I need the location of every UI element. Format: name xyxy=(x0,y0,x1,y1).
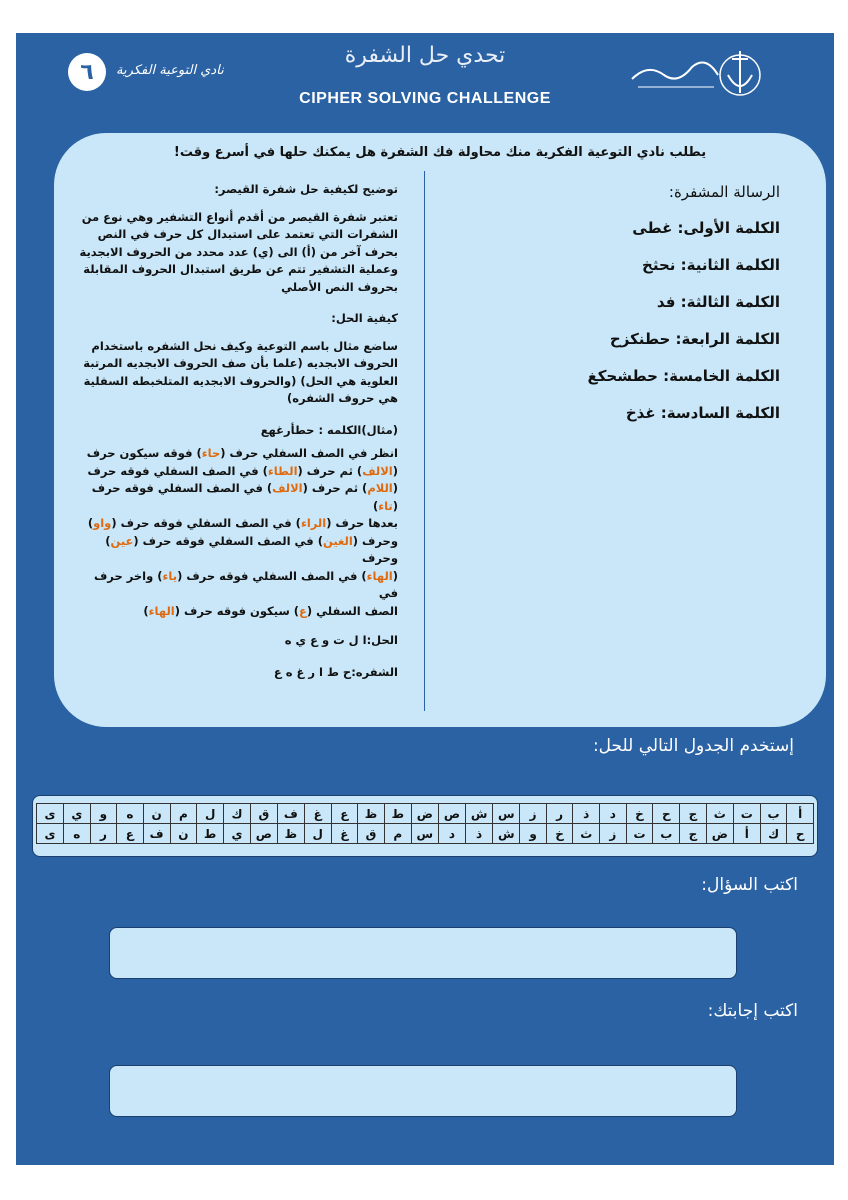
cipher-letter-cell: ص xyxy=(250,824,277,844)
example-text: ( xyxy=(392,481,398,495)
highlighted-letter: الهاء xyxy=(148,603,175,618)
title-arabic: تحدي حل الشفرة xyxy=(344,43,506,68)
cipher-letter-cell: ذ xyxy=(466,824,493,844)
example-text: ) ثم حرف ( xyxy=(302,481,368,495)
cipher-line: الشفره:ح ط ا ر غ ه ع xyxy=(273,664,398,679)
plain-letter-cell: ط xyxy=(384,804,411,824)
example-text: ) ثم حرف ( xyxy=(297,463,363,478)
cipher-word-1: الكلمة الأولى: غطى xyxy=(632,219,780,237)
club-logo-icon: ٦ xyxy=(68,53,106,91)
university-logo-icon xyxy=(628,45,768,101)
example-text: ) في الصف السفلي فوقه حرف ( xyxy=(133,533,323,548)
cipher-letter-cell: و xyxy=(520,824,546,844)
highlighted-letter: واو xyxy=(93,516,112,530)
example-text: وحرف ( xyxy=(352,533,398,548)
example-text: ) واخر حرف في xyxy=(93,568,398,600)
plain-letter-cell: ل xyxy=(197,804,224,824)
highlighted-letter: الالف xyxy=(362,463,393,478)
plain-letter-cell: ث xyxy=(706,804,733,824)
plain-letter-cell: ذ xyxy=(573,804,600,824)
cipher-letters-row xyxy=(37,824,814,844)
how-to-solve-body: ساضع مثال باسم التوعية وكيف نحل الشفره باستخدام الحروف الابجديه (علما بأن صف الحروف الابجديه المرتبة العلوية هي الحل) (والحروف الابجديه المتلخبطه السفلية هي حروف الشفره) xyxy=(83,338,398,405)
cipher-letter-cell: د xyxy=(438,824,465,844)
cipher-letter-cell: ح xyxy=(787,824,814,844)
plain-letter-cell: ع xyxy=(331,804,358,824)
example-text: ) في الصف السفلي فوقه حرف ( xyxy=(177,568,367,583)
cipher-letter-cell: م xyxy=(384,824,411,844)
cipher-letter-cell: س xyxy=(411,824,438,844)
answer-input[interactable] xyxy=(109,1065,737,1117)
plain-letter-cell: ب xyxy=(760,804,787,824)
example-text: ) xyxy=(372,498,379,513)
plain-letter-cell: س xyxy=(493,804,520,824)
plain-letter-cell: ش xyxy=(466,804,493,824)
column-divider xyxy=(424,171,425,711)
encrypted-message-heading: الرسالة المشفرة: xyxy=(668,183,780,201)
club-name: نادي التوعية الفكرية xyxy=(116,63,224,78)
plain-letter-cell: ض xyxy=(411,804,438,824)
cipher-table xyxy=(32,795,818,857)
cipher-letter-cell: ى xyxy=(37,824,64,844)
title-english: CIPHER SOLVING CHALLENGE xyxy=(299,90,551,107)
cipher-letter-cell: ب xyxy=(653,824,680,844)
example-text: ) في الصف السفلي فوقه حرف ( xyxy=(111,516,301,530)
question-input[interactable] xyxy=(109,927,737,979)
solution-line: الحل:ا ل ت و ع ي ه xyxy=(284,633,398,647)
example-text: ) وحرف xyxy=(105,533,398,565)
plain-letter-cell: ر xyxy=(546,804,573,824)
plain-letter-cell: ح xyxy=(653,804,680,824)
plain-letter-cell: د xyxy=(600,804,626,824)
highlighted-letter: الالف xyxy=(272,481,303,495)
example-text: الصف السفلي ( xyxy=(306,603,398,618)
cipher-letter-cell: ز xyxy=(600,824,626,844)
example-text: ( xyxy=(392,463,398,478)
example-text: بعدها حرف ( xyxy=(326,516,398,530)
cipher-word-5: الكلمة الخامسة: حطشحكغ xyxy=(587,367,780,385)
highlighted-letter: عين xyxy=(110,533,134,548)
poster xyxy=(16,33,834,1165)
highlighted-letter: حاء xyxy=(201,446,221,460)
plain-letter-cell: ك xyxy=(224,804,251,824)
plain-letter-cell: ق xyxy=(250,804,277,824)
cipher-letter-cell: ن xyxy=(170,824,197,844)
highlighted-letter: ياء xyxy=(162,568,178,583)
highlighted-letter: الهاء xyxy=(366,568,393,583)
plain-letter-cell: غ xyxy=(304,804,331,824)
cipher-letter-cell: خ xyxy=(546,824,573,844)
example-walkthrough xyxy=(78,445,398,620)
cipher-letter-cell: ف xyxy=(143,824,170,844)
cipher-letter-cell: ش xyxy=(493,824,520,844)
plain-letter-cell: ز xyxy=(520,804,546,824)
highlighted-letter: اللام xyxy=(367,481,393,495)
cipher-letter-cell: ج xyxy=(680,824,707,844)
cipher-word-4: الكلمة الرابعة: حطنكزح xyxy=(609,330,780,348)
cipher-letter-cell: ض xyxy=(706,824,733,844)
cipher-letter-cell: ل xyxy=(304,824,331,844)
plain-letter-cell: و xyxy=(90,804,116,824)
highlighted-letter: الغين xyxy=(322,533,353,548)
plain-letter-cell: ي xyxy=(63,804,90,824)
plain-letter-cell: ص xyxy=(438,804,465,824)
how-to-solve-title: كيفية الحل: xyxy=(331,311,398,325)
explanation-title: توضيح لكيفية حل شفرة القيصر: xyxy=(214,182,398,196)
cipher-letter-cell: ك xyxy=(760,824,787,844)
cipher-letter-cell: ر xyxy=(90,824,116,844)
cipher-letter-cell: ق xyxy=(358,824,385,844)
caesar-explanation xyxy=(78,181,398,695)
cipher-word-6: الكلمة السادسة: غذخ xyxy=(625,404,780,422)
challenge-prompt: يطلب نادي التوعية الفكرية منك محاولة فك الشفرة هل يمكنك حلها في أسرع وقت! xyxy=(173,145,707,160)
cipher-letter-cell: ت xyxy=(626,824,653,844)
plain-letter-cell: أ xyxy=(787,804,814,824)
example-text: ) في الصف السفلي فوقه حرف xyxy=(87,463,268,478)
cipher-letter-cell: ع xyxy=(117,824,144,844)
cipher-letter-cell: ط xyxy=(197,824,224,844)
plain-letter-cell: ت xyxy=(733,804,760,824)
plain-letter-cell: ف xyxy=(277,804,304,824)
question-label: اكتب السؤال: xyxy=(701,875,798,895)
plain-letter-cell: ن xyxy=(143,804,170,824)
plain-letter-cell: ظ xyxy=(358,804,385,824)
example-title: (مثال)الكلمه : حطأرغهع xyxy=(260,422,398,437)
highlighted-letter: تاء xyxy=(378,498,393,513)
plain-letter-cell: ه xyxy=(117,804,144,824)
cipher-letter-cell: ي xyxy=(224,824,251,844)
cipher-letter-cell: أ xyxy=(733,824,760,844)
example-text: ) xyxy=(87,516,94,530)
cipher-letter-cell: غ xyxy=(331,824,358,844)
example-text: انظر في الصف السفلي حرف ( xyxy=(220,446,398,460)
cipher-letter-cell: ه xyxy=(63,824,90,844)
cipher-word-2: الكلمة الثانية: نحثخ xyxy=(642,256,780,274)
answer-label: اكتب إجابتك: xyxy=(707,1001,798,1021)
example-text: ) xyxy=(143,603,149,618)
plain-letter-cell: خ xyxy=(626,804,653,824)
cipher-word-3: الكلمة الثالثة: فد xyxy=(656,293,780,311)
cipher-letter-cell: ظ xyxy=(277,824,304,844)
example-text: ) فوقه سيكون حرف xyxy=(86,446,202,460)
explanation-body: تعتبر شفرة القيصر من أقدم أنواع التشفير وهي نوع من الشفرات التي تعتمد على استبدال كل حرف في النص بحرف آخر من (أ) الى (ي) عدد محدد من الحروف الابجدية وعملية التشفير تتم عن طريق استبدال الحروف المقابلة بحروف النص الأصلي xyxy=(79,209,398,294)
plain-letter-cell: ج xyxy=(680,804,707,824)
example-text: ) سيكون فوقه حرف ( xyxy=(174,603,300,618)
example-text: ( xyxy=(392,568,398,583)
highlighted-letter: الراء xyxy=(300,516,327,530)
plain-letter-cell: ى xyxy=(37,804,64,824)
highlighted-letter: الطاء xyxy=(267,463,298,478)
encrypted-message xyxy=(450,183,780,441)
plain-letters-row xyxy=(37,804,814,824)
info-panel xyxy=(54,133,826,727)
example-text: ) في الصف السفلي فوقه حرف ( xyxy=(91,481,398,513)
plain-letter-cell: م xyxy=(170,804,197,824)
cipher-letter-cell: ث xyxy=(573,824,600,844)
table-instruction: إستخدم الجدول التالي للحل: xyxy=(592,736,794,756)
highlighted-letter: ع xyxy=(299,603,307,618)
